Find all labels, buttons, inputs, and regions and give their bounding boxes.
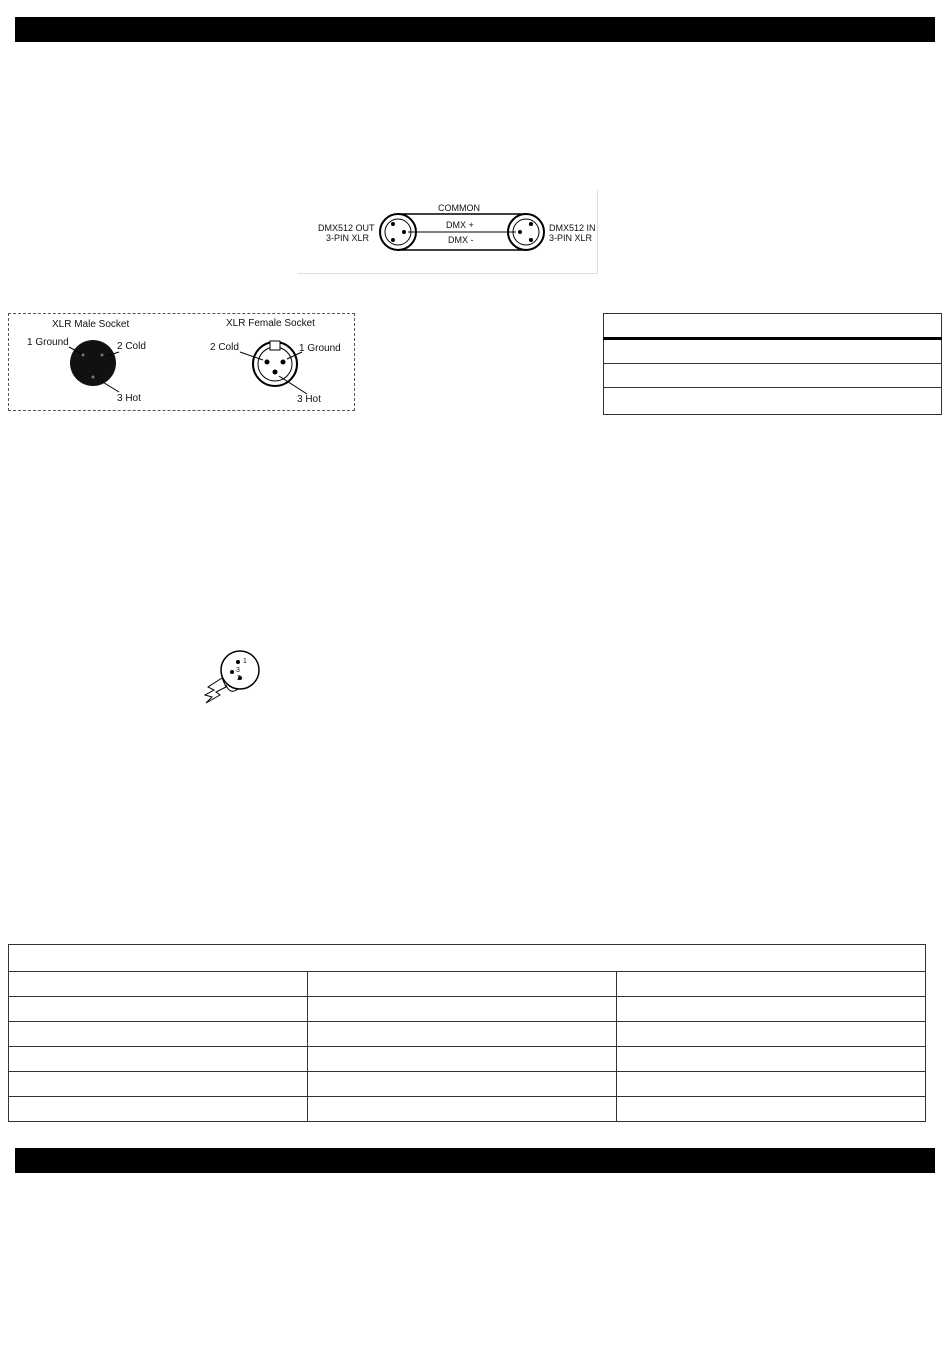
dmx-out-label-1: DMX512 OUT [318,223,375,233]
dmx-plus-label: DMX + [446,220,474,230]
table-row [9,997,926,1022]
dmx-in-label-1: DMX512 IN [549,223,596,233]
table-row [9,1097,926,1122]
table-row [9,1047,926,1072]
male-cold-label: 2 Cold [117,341,146,352]
dmx-minus-label: DMX - [448,235,474,245]
male-ground-label: 1 Ground [27,337,69,348]
dmx-in-label-2: 3-PIN XLR [549,233,593,243]
table-row [9,972,926,997]
dmx-out-label-2: 3-PIN XLR [326,233,370,243]
female-hot-label: 3 Hot [297,394,321,405]
female-cold-label: 2 Cold [210,342,239,353]
table-row [604,339,942,364]
table-row [604,364,942,388]
xlr-male-socket-icon [70,340,116,386]
dmx-cable-diagram [298,190,598,274]
male-hot-label: 3 Hot [117,393,141,404]
terminator-pin1: 1 [243,658,247,665]
terminator-drawing [200,645,270,710]
section-header-bar [15,17,935,42]
xlr-male-title: XLR Male Socket [52,319,130,330]
table-row [9,1072,926,1097]
section-header-bar [15,1148,935,1173]
xlr-socket-panel [8,313,355,411]
table-row [9,1022,926,1047]
table-row [604,388,942,415]
terminator-pin2: 2 [237,675,241,682]
table-row [604,314,942,339]
xlr-female-title: XLR Female Socket [226,318,315,329]
pin-table [603,313,942,415]
spec-table [8,944,926,1122]
terminator-plug-icon [200,645,270,710]
common-label: COMMON [438,203,480,213]
table-title-row [9,945,926,972]
terminator-pin3: 3 [236,667,240,674]
female-ground-label: 1 Ground [299,343,341,354]
